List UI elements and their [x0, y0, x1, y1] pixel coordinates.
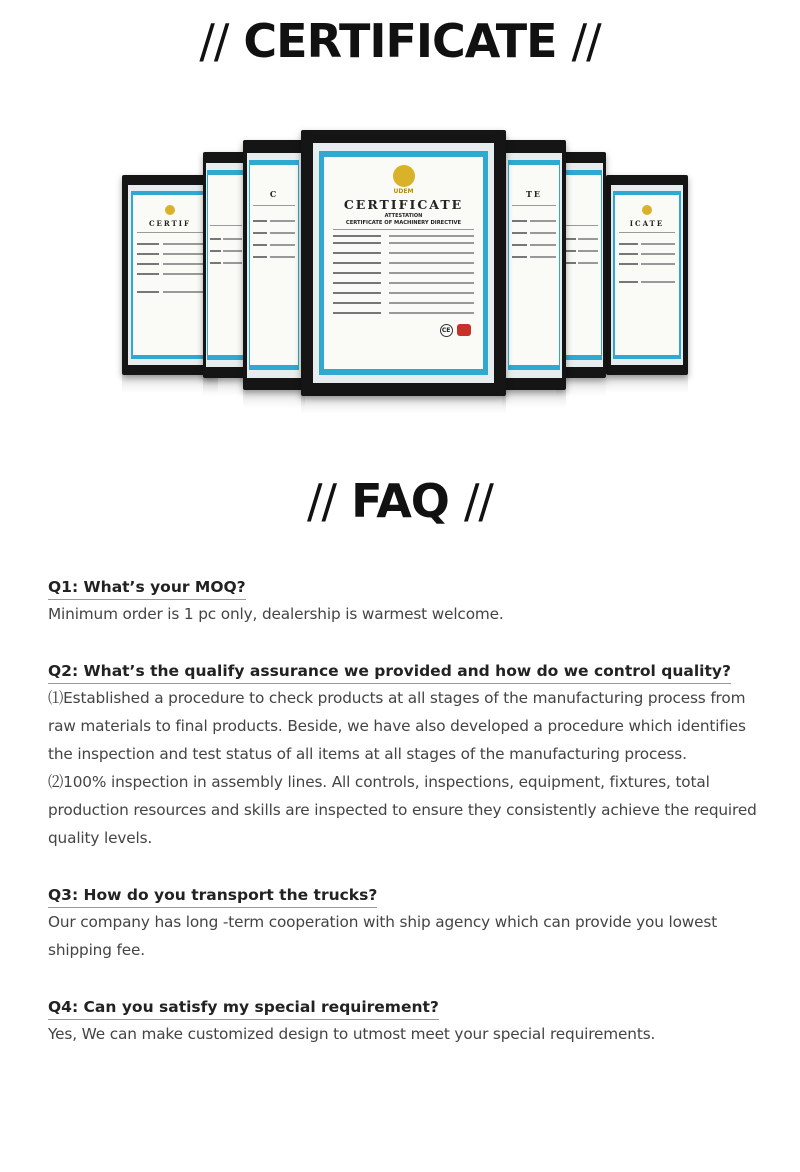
faq-answer-paragraph: Our company has long -term cooperation with ship agency which can provide you lowest shipping fee.: [48, 913, 718, 959]
title-slash-right: //: [571, 14, 601, 68]
certificate-frame-left-3: [243, 140, 305, 390]
certificate-document: [324, 157, 484, 370]
certificate-subheading: CERTIFICATE OF MACHINERY DIRECTIVE: [345, 219, 462, 226]
certificate-document: ICATE: [615, 195, 679, 355]
faq-item: [48, 883, 758, 995]
certificate-gallery: [110, 128, 700, 428]
brand-logo: [393, 165, 415, 187]
faq-title-text: FAQ: [351, 474, 449, 528]
faq-answer-paragraph: Yes, We can make customized design to utmost meet your special requirements.: [48, 1025, 656, 1043]
certificate-document: [562, 175, 601, 356]
faq-item: [48, 995, 758, 1048]
certificate-title-text: CERTIFICATE: [243, 14, 557, 68]
certificate-attestation: ATTESTATION: [384, 212, 423, 219]
faq-answer-paragraph: Minimum order is 1 pc only, dealership is warmest welcome.: [48, 605, 504, 623]
faq-question: Q2: What’s the qualify assurance we provided and how do we control quality?: [48, 659, 731, 684]
certificate-frame-far-right: [606, 175, 688, 375]
faq-section-title: [0, 474, 800, 534]
faq-question: Q4: Can you satisfy my special requirement?: [48, 995, 439, 1020]
faq-list: [48, 575, 758, 1048]
certificate-document: TE: [509, 165, 559, 365]
faq-answer: [48, 684, 758, 852]
certificate-document: [208, 175, 244, 356]
faq-answer: [48, 1020, 758, 1048]
certificate-stamp: [457, 324, 471, 336]
title-slash-right: //: [463, 474, 493, 528]
faq-answer: [48, 908, 758, 964]
faq-item: [48, 659, 758, 883]
faq-answer-paragraph: ⑴Established a procedure to check products at all stages of the manufacturing process from raw materials to final products. Beside, we have also developed a procedure which identifies the inspection and test status of all items at all stages of the manufacturing process.: [48, 689, 746, 763]
title-slash-left: //: [199, 14, 229, 68]
certificate-heading: CERTIFICATE: [343, 196, 464, 212]
ce-mark: CE: [440, 324, 453, 337]
faq-answer-paragraph: ⑵100% inspection in assembly lines. All controls, inspections, equipment, fixtures, total production resources and skills are inspected to ensure they consistently achieve the required quality levels.: [48, 773, 757, 847]
faq-item: [48, 575, 758, 659]
faq-answer: [48, 600, 758, 628]
faq-question: Q1: What’s your MOQ?: [48, 575, 246, 600]
title-slash-left: //: [307, 474, 337, 528]
certificate-brand: UDEM: [393, 187, 414, 195]
certificate-frame-right-3: [502, 140, 566, 390]
certificate-document: CERTIF: [133, 195, 208, 355]
certificate-document: C: [250, 165, 298, 365]
certificate-frame-center: [301, 130, 506, 396]
faq-question: Q3: How do you transport the trucks?: [48, 883, 377, 908]
certificate-section-title: [0, 14, 800, 74]
